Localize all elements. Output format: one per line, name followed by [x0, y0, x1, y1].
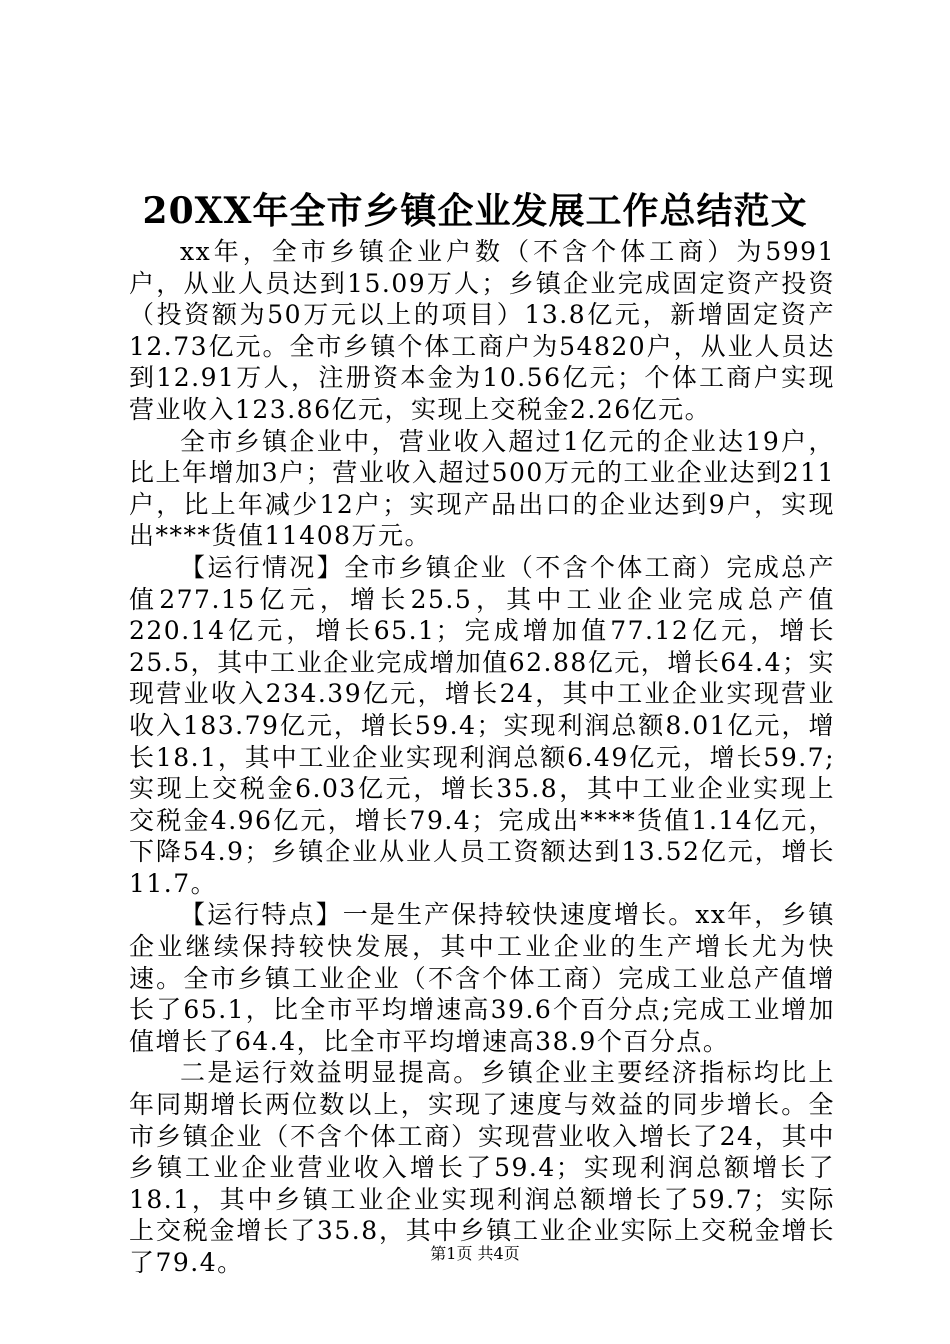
document-body — [129, 236, 835, 1279]
paragraph-efficiency: 二是运行效益明显提高。乡镇企业主要经济指标均比上年同期增长两位数以上，实现了速度与效益的同步增长。全市乡镇企业（不含个体工商）实现营业收入增长了24，其中乡镇工业企业营业收入增长了59.4；实现利润总额增长了18.1，其中乡镇工业企业实现利润总额增长了59.7；实际上交税金增长了35.8，其中乡镇工业企业实际上交税金增长了79.4。 — [129, 1058, 835, 1277]
paragraph-enterprise-scale: 全市乡镇企业中，营业收入超过1亿元的企业达19户，比上年增加3户；营业收入超过500万元的工业企业达到211户，比上年减少12户；实现产品出口的企业达到9户，实现出****货值11408万元。 — [129, 426, 835, 551]
paragraph-operation-status: 【运行情况】全市乡镇企业（不含个体工商）完成总产值277.15亿元，增长25.5，其中工业企业完成总产值220.14亿元，增长65.1；完成增加值77.12亿元，增长25.5，其中工业企业完成增加值62.88亿元，增长64.4；实现营业收入234.39亿元，增长24，其中工业企业实现营业收入183.79亿元，增长59.4；实现利润总额8.01亿元，增长18.1，其中工业企业实现利润总额6.49亿元，增长59.7;实现上交税金6.03亿元，增长35.8，其中工业企业实现上交税金4.96亿元，增长79.4；完成出****货值1.14亿元，下降54.9；乡镇企业从业人员工资额达到13.52亿元，增长11.7。 — [129, 552, 835, 898]
page-number-footer: 第1页 共4页 — [430, 1244, 520, 1263]
paragraph-overview: xx年，全市乡镇企业户数（不含个体工商）为5991户，从业人员达到15.09万人；乡镇企业完成固定资产投资（投资额为50万元以上的项目）13.8亿元，新增固定资产12.73亿元。全市乡镇个体工商户为54820户，从业人员达到12.91万人，注册资本金为10.56亿元；个体工商户实现营业收入123.86亿元，实现上交税金2.26亿元。 — [129, 237, 835, 424]
document-title: 20XX年全市乡镇企业发展工作总结范文 — [142, 190, 808, 232]
paragraph-operation-features: 【运行特点】一是生产保持较快速度增长。xx年，乡镇企业继续保持较快发展，其中工业企业的生产增长尤为快速。全市乡镇工业企业（不含个体工商）完成工业总产值增长了65.1，比全市平均增速高39.6个百分点;完成工业增加值增长了64.4，比全市平均增速高38.9个百分点。 — [129, 900, 835, 1056]
